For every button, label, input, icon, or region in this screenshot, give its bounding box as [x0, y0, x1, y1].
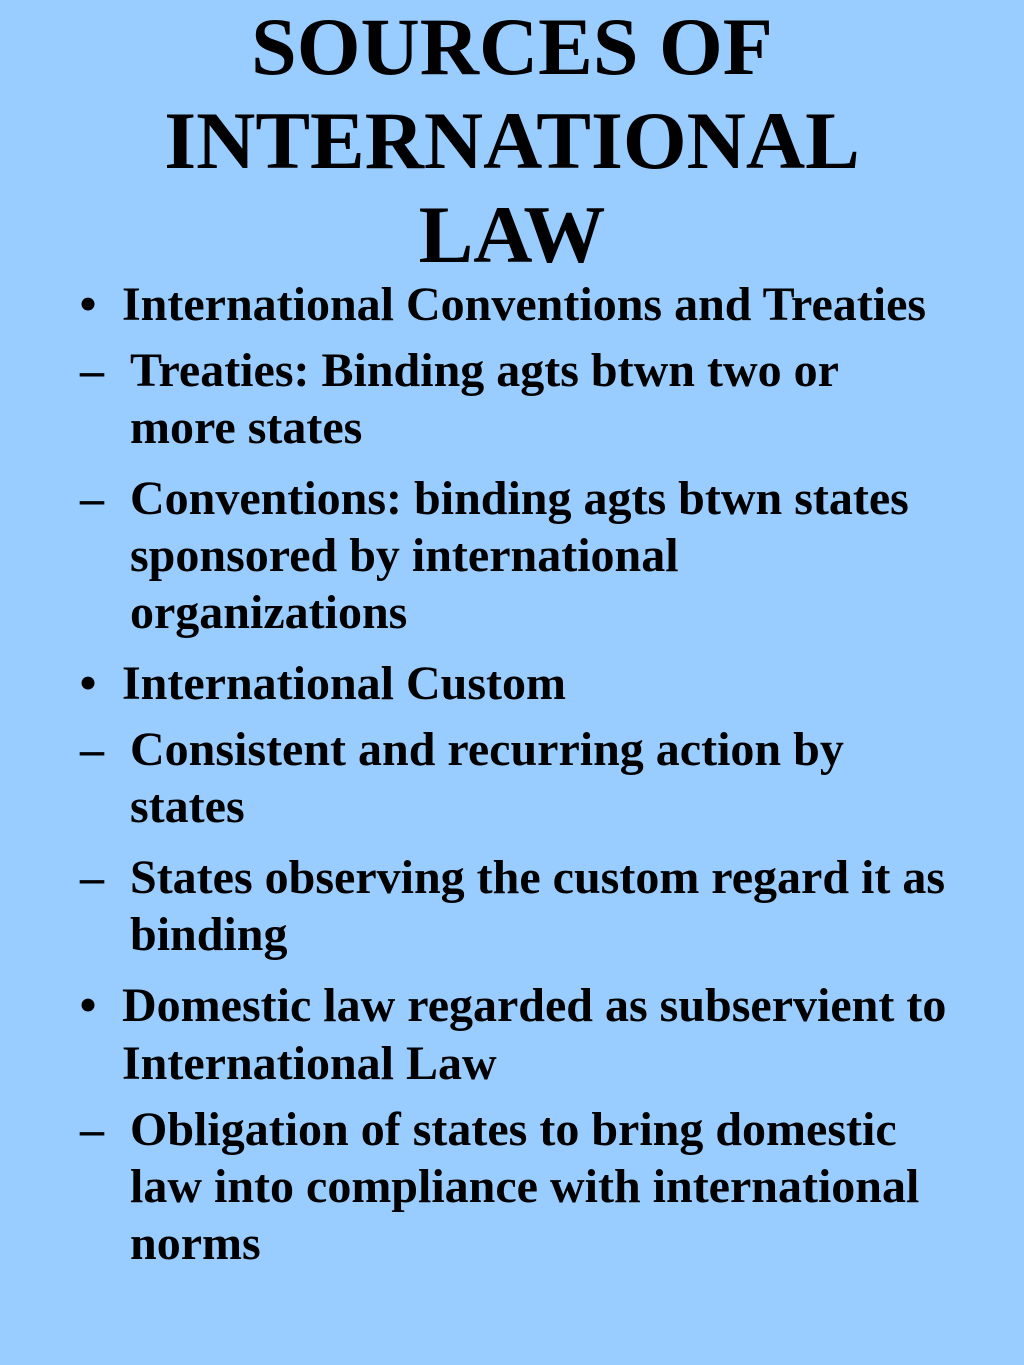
- sub-bullet-text: Consistent and recurring action by states: [130, 723, 844, 833]
- dash-marker: –: [80, 723, 104, 776]
- bullet-marker: •: [79, 657, 97, 710]
- title-line-3: LAW: [418, 189, 606, 280]
- sub-bullet-text: Treaties: Binding agts btwn two or more states: [130, 344, 839, 454]
- bullet-marker: •: [79, 278, 97, 331]
- bullet-group-conventions: [68, 276, 948, 641]
- dash-marker: –: [80, 1103, 104, 1156]
- dash-marker: –: [80, 472, 104, 525]
- bullet-text: International Conventions and Treaties: [122, 278, 927, 331]
- dash-marker: –: [80, 851, 104, 904]
- bullet-item: [68, 977, 948, 1093]
- bullet-item: [68, 276, 948, 334]
- sub-bullet-item: [72, 470, 948, 641]
- bullet-list: [68, 276, 948, 1286]
- sub-bullet-list: [68, 1101, 948, 1272]
- bullet-group-custom: [68, 655, 948, 963]
- sub-bullet-text: Conventions: binding agts btwn states sponsored by international organizations: [130, 472, 909, 639]
- sub-bullet-item: [72, 721, 948, 835]
- bullet-text: Domestic law regarded as subservient to International Law: [122, 979, 947, 1090]
- bullet-marker: •: [79, 979, 97, 1032]
- sub-bullet-item: [72, 849, 948, 963]
- bullet-text: International Custom: [122, 657, 567, 710]
- title-line-1: SOURCES OF: [251, 1, 773, 92]
- sub-bullet-text: Obligation of states to bring domestic law into compliance with international norms: [130, 1103, 920, 1270]
- dash-marker: –: [80, 344, 104, 397]
- title-line-2: INTERNATIONAL: [164, 95, 860, 186]
- slide-title: [0, 0, 1024, 282]
- sub-bullet-text: States observing the custom regard it as binding: [130, 851, 946, 961]
- bullet-group-domestic-law: [68, 977, 948, 1272]
- sub-bullet-item: [72, 1101, 948, 1272]
- bullet-item: [68, 655, 948, 713]
- sub-bullet-list: [68, 721, 948, 963]
- sub-bullet-list: [68, 342, 948, 641]
- sub-bullet-item: [72, 342, 948, 456]
